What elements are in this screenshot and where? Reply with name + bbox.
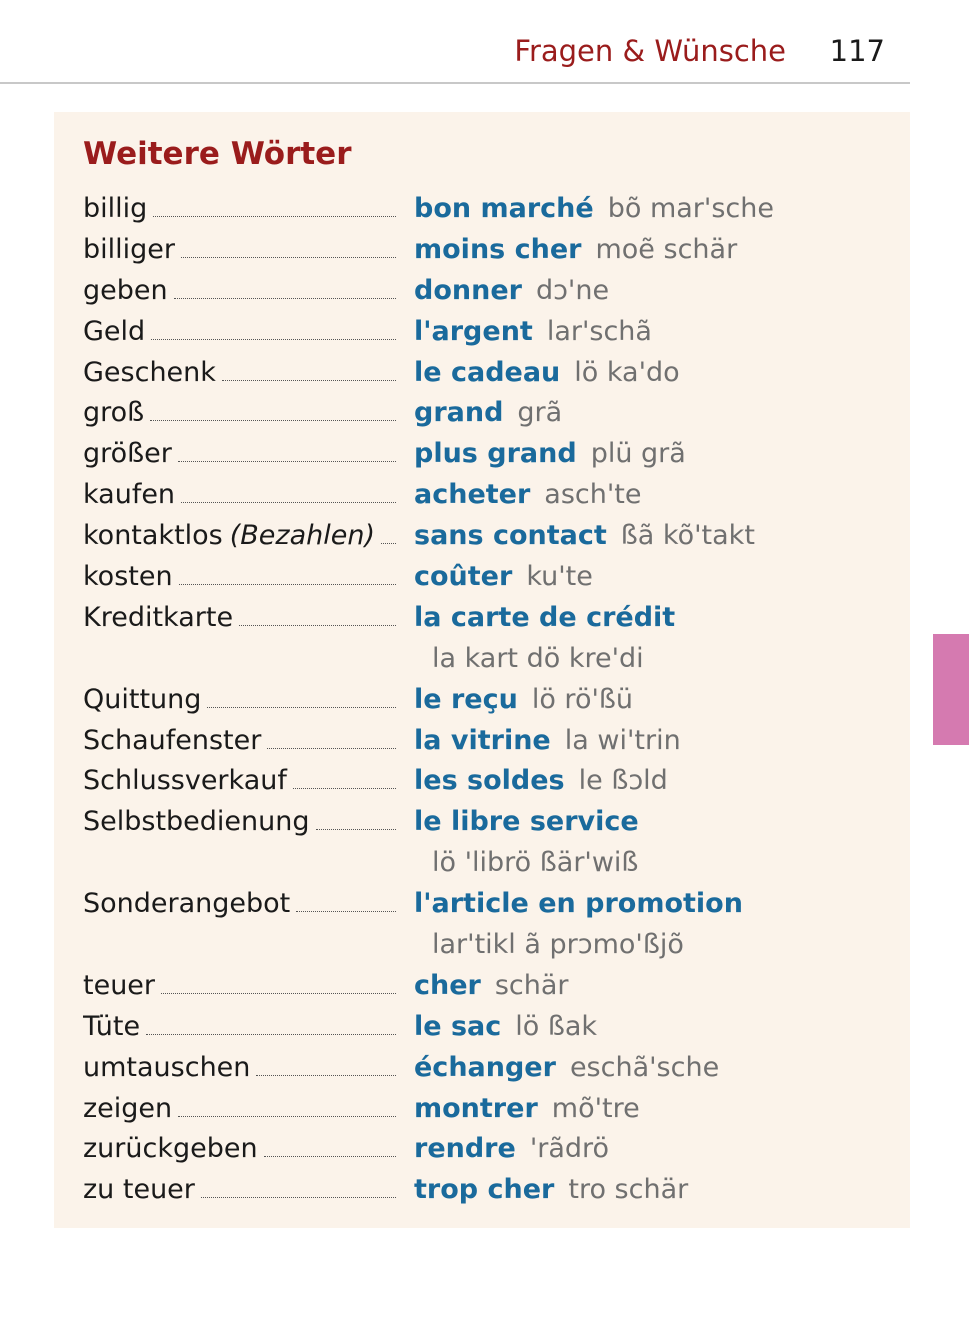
french-word: la carte de crédit — [414, 601, 676, 633]
vocab-row — [83, 760, 903, 801]
dotted-leader — [146, 1033, 396, 1035]
german-word: zu teuer — [83, 1174, 195, 1206]
german-word: größer — [83, 438, 172, 470]
dotted-leader — [316, 828, 396, 830]
german-word: Selbstbedienung — [83, 806, 310, 838]
vocab-row — [83, 229, 903, 270]
french-word: la vitrine — [414, 724, 551, 756]
french-word: moins cher — [414, 233, 582, 265]
dotted-leader — [150, 419, 396, 421]
german-word: Kreditkarte — [83, 601, 234, 633]
dotted-leader — [293, 787, 396, 789]
pronunciation: dɔ'ne — [535, 274, 610, 306]
german-word: zurückgeben — [83, 1133, 258, 1165]
vocab-row — [83, 1006, 903, 1047]
dotted-leader — [296, 910, 396, 912]
german-word: Geschenk — [83, 356, 216, 388]
pronunciation: lö ka'do — [574, 356, 680, 388]
dotted-leader — [174, 297, 396, 299]
dotted-leader — [201, 1196, 396, 1198]
vocab-row — [83, 311, 903, 352]
vocab-row — [83, 597, 903, 638]
dotted-leader — [178, 1115, 396, 1117]
french-word: montrer — [414, 1092, 538, 1124]
pronunciation: lar'schã — [546, 315, 652, 347]
vocab-row — [83, 720, 903, 761]
dotted-leader — [153, 215, 396, 217]
pronunciation: la wi'trin — [564, 724, 681, 756]
pronunciation: mõ'tre — [551, 1092, 640, 1124]
vocabulary-list — [83, 188, 903, 1210]
dotted-leader — [178, 460, 396, 462]
pronunciation: ku'te — [526, 560, 593, 592]
german-note: (Bezahlen) — [229, 520, 376, 552]
pronunciation: plü grã — [590, 438, 686, 470]
vocab-row — [83, 556, 903, 597]
section-title: Fragen & Wünsche — [514, 34, 786, 68]
dotted-leader — [151, 338, 396, 340]
vocab-row — [83, 188, 903, 229]
german-word: kontaktlos — [83, 520, 223, 552]
french-word: l'argent — [414, 315, 533, 347]
french-word: le libre service — [414, 806, 639, 838]
french-word: bon marché — [414, 192, 594, 224]
french-word: grand — [414, 397, 504, 429]
french-word: coûter — [414, 560, 513, 592]
german-word: billig — [83, 192, 148, 224]
german-word: Quittung — [83, 683, 202, 715]
vocab-row — [83, 1088, 903, 1129]
dotted-leader — [181, 256, 396, 258]
box-title: Weitere Wörter — [83, 136, 352, 172]
dotted-leader — [267, 747, 396, 749]
french-word: le reçu — [414, 683, 518, 715]
vocab-row-continuation — [83, 638, 903, 679]
french-word: l'article en promotion — [414, 888, 743, 920]
vocab-row — [83, 474, 903, 515]
chapter-tab — [933, 634, 969, 745]
french-word: acheter — [414, 479, 531, 511]
dotted-leader — [161, 992, 396, 994]
french-word: rendre — [414, 1133, 516, 1165]
pronunciation: tro schär — [568, 1174, 689, 1206]
vocab-row — [83, 1128, 903, 1169]
vocab-row-continuation — [83, 924, 903, 965]
vocab-row — [83, 270, 903, 311]
vocab-row — [83, 392, 903, 433]
german-word: Schaufenster — [83, 724, 262, 756]
vocab-row — [83, 883, 903, 924]
pronunciation: 'rãdrö — [529, 1133, 610, 1165]
german-word: kaufen — [83, 479, 176, 511]
pronunciation: moẽ schär — [595, 233, 738, 265]
german-word: groß — [83, 397, 145, 429]
french-word: le cadeau — [414, 356, 561, 388]
german-word: Geld — [83, 315, 146, 347]
german-word: geben — [83, 274, 168, 306]
french-word: le sac — [414, 1010, 502, 1042]
german-word: zeigen — [83, 1092, 173, 1124]
pronunciation: eschã'sche — [569, 1051, 720, 1083]
german-word: Tüte — [83, 1010, 141, 1042]
dotted-leader — [207, 706, 396, 708]
vocab-row — [83, 352, 903, 393]
vocab-row — [83, 433, 903, 474]
pronunciation: bõ mar'sche — [607, 192, 774, 224]
dotted-leader — [181, 501, 396, 503]
pronunciation: schär — [494, 969, 569, 1001]
german-word: Schlussverkauf — [83, 765, 287, 797]
pronunciation: asch'te — [544, 479, 642, 511]
pronunciation: ßã kõ'takt — [620, 520, 755, 552]
dotted-leader — [264, 1155, 396, 1157]
pronunciation: lar'tikl ã prɔmo'ßjõ — [432, 928, 684, 960]
pronunciation: la kart dö kre'di — [432, 642, 644, 674]
french-word: plus grand — [414, 438, 577, 470]
vocab-row — [83, 515, 903, 556]
dotted-leader — [381, 542, 396, 544]
vocab-row — [83, 965, 903, 1006]
vocab-row — [83, 679, 903, 720]
pronunciation: grã — [517, 397, 563, 429]
german-word: kosten — [83, 560, 173, 592]
vocab-row — [83, 1047, 903, 1088]
pronunciation: lö rö'ßü — [531, 683, 633, 715]
dotted-leader — [179, 583, 396, 585]
dotted-leader — [239, 624, 396, 626]
french-word: trop cher — [414, 1174, 555, 1206]
french-word: cher — [414, 969, 481, 1001]
pronunciation: le ßɔld — [578, 765, 668, 797]
dotted-leader — [222, 379, 396, 381]
german-word: umtauschen — [83, 1051, 251, 1083]
vocab-row-continuation — [83, 842, 903, 883]
french-word: donner — [414, 274, 522, 306]
vocabulary-box — [54, 112, 910, 1228]
german-word: billiger — [83, 233, 175, 265]
vocab-row — [83, 1169, 903, 1210]
german-word: Sonderangebot — [83, 888, 291, 920]
vocab-row — [83, 801, 903, 842]
pronunciation: lö ßak — [515, 1010, 598, 1042]
german-word: teuer — [83, 969, 156, 1001]
page-number: 117 — [829, 34, 885, 68]
french-word: sans contact — [414, 520, 607, 552]
pronunciation: lö 'librö ßär'wiß — [432, 847, 639, 879]
french-word: échanger — [414, 1051, 556, 1083]
dotted-leader — [256, 1074, 396, 1076]
page-header — [0, 0, 910, 84]
french-word: les soldes — [414, 765, 565, 797]
